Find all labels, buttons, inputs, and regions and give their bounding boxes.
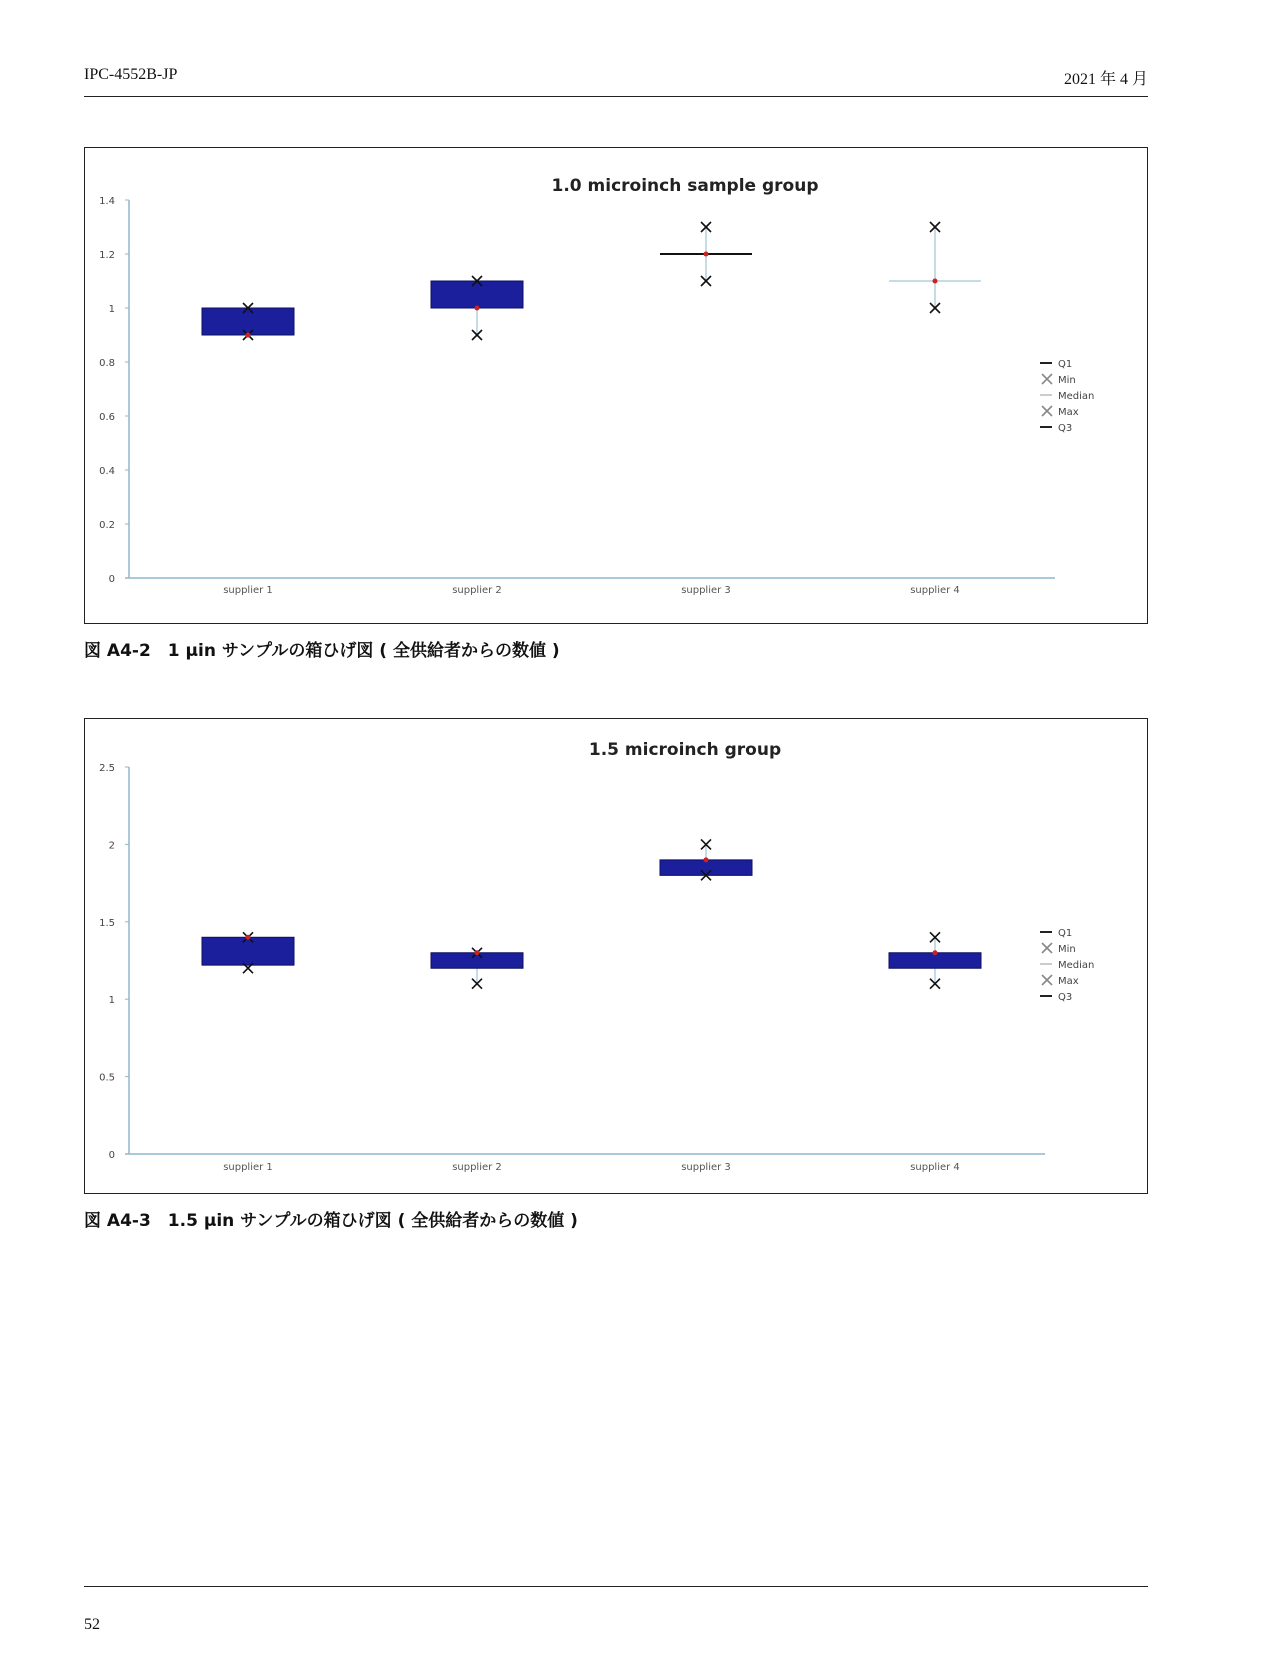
median-marker — [933, 950, 938, 955]
legend-label-median: Median — [1058, 960, 1095, 971]
x-category-label: supplier 1 — [223, 585, 273, 596]
x-category-label: supplier 2 — [452, 585, 502, 596]
box-q1-q3 — [202, 937, 294, 965]
legend-label-q1: Q1 — [1058, 359, 1073, 370]
figure-2-chart — [84, 718, 1148, 1194]
median-marker — [475, 306, 480, 311]
chart-title: 1.5 microinch group — [588, 740, 782, 760]
chart-title: 1.0 microinch sample group — [551, 176, 819, 196]
median-marker — [246, 333, 251, 338]
legend-swatch-min — [1042, 943, 1052, 953]
median-marker — [933, 279, 938, 284]
legend-label-max: Max — [1058, 407, 1079, 418]
median-marker — [475, 950, 480, 955]
median-marker — [704, 252, 709, 257]
header-doc-id: IPC-4552B-JP — [84, 66, 178, 83]
y-tick-label: 0 — [108, 574, 115, 585]
legend-swatch-max — [1042, 406, 1052, 416]
median-marker — [246, 935, 251, 940]
y-tick-label: 1.4 — [99, 196, 115, 207]
legend-label-q3: Q3 — [1058, 423, 1073, 434]
figure-1-caption: 図 A4-2 1 µin サンプルの箱ひげ図 ( 全供給者からの数値 ) — [84, 641, 560, 661]
header-rule — [84, 96, 1148, 97]
legend-label-min: Min — [1058, 375, 1076, 386]
box-q1-q3 — [202, 308, 294, 335]
legend-label-max: Max — [1058, 976, 1079, 987]
x-category-label: supplier 2 — [452, 1162, 502, 1173]
box-q1-q3 — [431, 281, 523, 308]
legend-swatch-max — [1042, 975, 1052, 985]
y-tick-label: 0.5 — [99, 1072, 115, 1084]
legend-label-q1: Q1 — [1058, 928, 1073, 939]
footer-rule — [84, 1586, 1148, 1587]
header-date: 2021 年 4 月 — [1063, 71, 1148, 88]
median-marker — [704, 857, 709, 862]
x-category-label: supplier 1 — [223, 1162, 273, 1173]
y-tick-label: 1 — [108, 995, 115, 1007]
chart-1-svg — [85, 148, 1147, 623]
chart-2-svg — [85, 719, 1147, 1193]
y-tick-label: 0.8 — [99, 358, 115, 369]
legend-swatch-min — [1042, 374, 1052, 384]
y-tick-label: 0 — [108, 1150, 115, 1161]
y-tick-label: 0.4 — [99, 466, 115, 477]
y-tick-label: 1.2 — [99, 250, 115, 261]
y-tick-label: 2.5 — [99, 763, 115, 774]
legend-label-min: Min — [1058, 944, 1076, 955]
legend-label-median: Median — [1058, 391, 1095, 402]
y-tick-label: 2 — [108, 840, 115, 852]
x-category-label: supplier 4 — [910, 585, 960, 596]
x-category-label: supplier 4 — [910, 1162, 960, 1173]
page-number: 52 — [84, 1616, 100, 1633]
x-category-label: supplier 3 — [681, 1162, 731, 1173]
legend-label-q3: Q3 — [1058, 992, 1073, 1003]
y-tick-label: 1 — [108, 304, 115, 315]
y-tick-label: 1.5 — [99, 917, 115, 929]
figure-1-chart — [84, 147, 1148, 624]
y-tick-label: 0.2 — [99, 520, 115, 531]
y-tick-label: 0.6 — [99, 412, 115, 423]
figure-2-caption: 図 A4-3 1.5 µin サンプルの箱ひげ図 ( 全供給者からの数値 ) — [84, 1211, 578, 1231]
x-category-label: supplier 3 — [681, 585, 731, 596]
